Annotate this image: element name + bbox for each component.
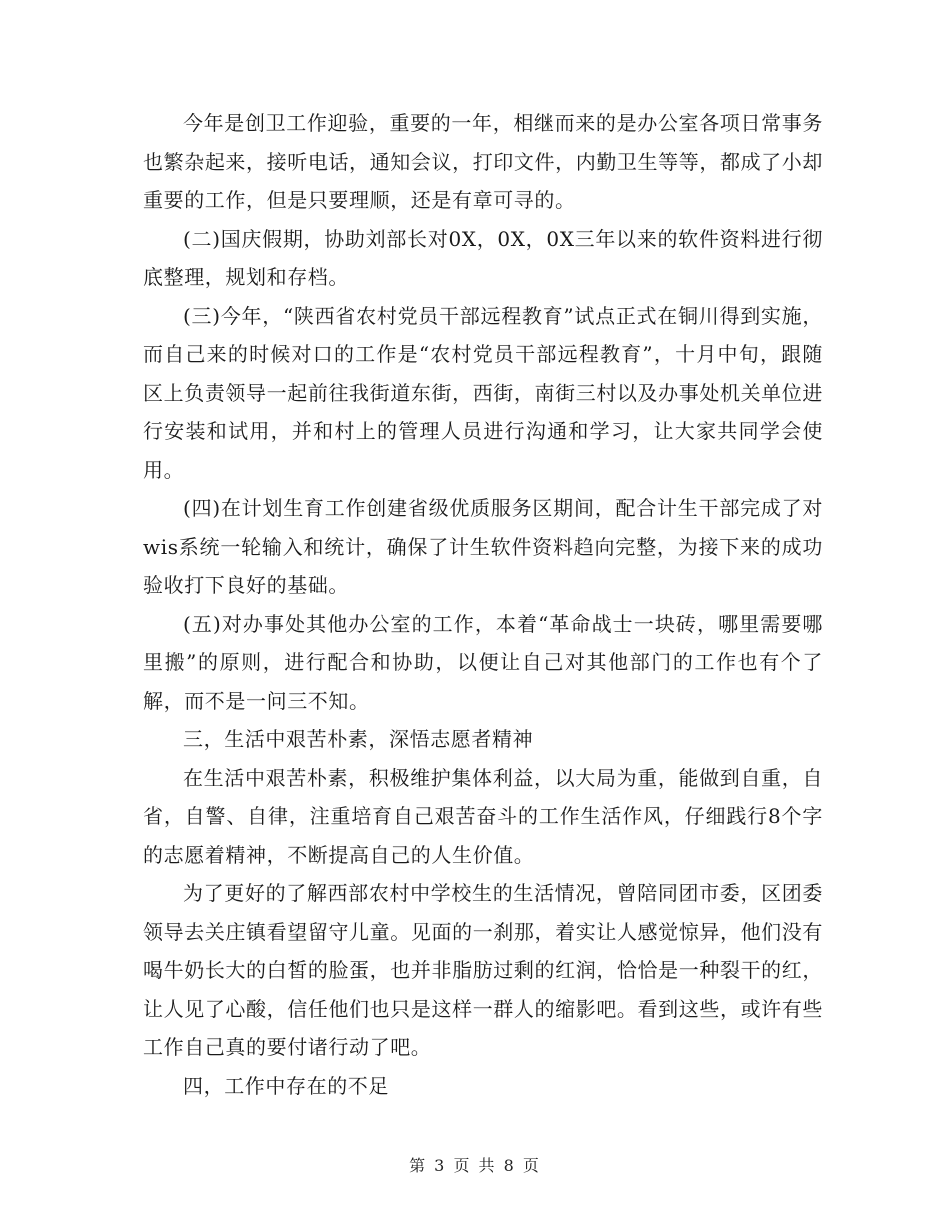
section-heading-4: 四，工作中存在的不足: [183, 1073, 389, 1098]
paragraph-item-2: (二)国庆假期，协助刘部长对0X，0X，0X三年以来的软件资料进行彻底整理，规划和存档。: [143, 226, 823, 289]
paragraph-left-behind-children: 为了更好的了解西部农村中学校生的生活情况，曾陪同团市委，区团委领导去关庄镇看望留守儿童。见面的一刹那，着实让人感觉惊异，他们没有喝牛奶长大的白皙的脸蛋，也并非脂肪过剩的红润，恰恰是一种裂干的红，让人见了心酸，信任他们也只是这样一群人的缩影吧。看到这些，或许有些工作自己真的要付诸行动了吧。: [143, 881, 823, 1059]
paragraph-item-5: (五)对办事处其他办公室的工作，本着“革命战士一块砖，哪里需要哪里搬”的原则，进行配合和协助，以便让自己对其他部门的工作也有个了解，而不是一问三不知。: [143, 611, 823, 713]
section-heading-3: 三，生活中艰苦朴素，深悟志愿者精神: [183, 727, 534, 751]
paragraph-item-4: (四)在计划生育工作创建省级优质服务区期间，配合计生干部完成了对wis系统一轮输入和统计，确保了计生软件资料趋向完整，为接下来的成功验收打下良好的基础。: [143, 496, 823, 597]
paragraph-life-simplicity: 在生活中艰苦朴素，积极维护集体利益，以大局为重，能做到自重，自省，自警、自律，注重培育自己艰苦奋斗的工作生活作风，仔细践行8个字的志愿着精神，不断提高自己的人生价值。: [143, 765, 823, 867]
document-body: [143, 104, 823, 1105]
paragraph-item-3: (三)今年，“陕西省农村党员干部远程教育”试点正式在铜川得到实施，而自己来的时候对口的工作是“农村党员干部远程教育”，十月中旬，跟随区上负责领导一起前往我街道东街，西街，南街三村以及办事处机关单位进行安装和试用，并和村上的管理人员进行沟通和学习，让大家共同学会使用。: [143, 303, 823, 482]
paragraph-office-work: 今年是创卫工作迎验，重要的一年，相继而来的是办公室各项日常事务也繁杂起来，接听电话，通知会议，打印文件，内勤卫生等等，都成了小却重要的工作，但是只要理顺，还是有章可寻的。: [143, 111, 823, 212]
page-footer: 第 3 页 共 8 页: [409, 1156, 541, 1175]
